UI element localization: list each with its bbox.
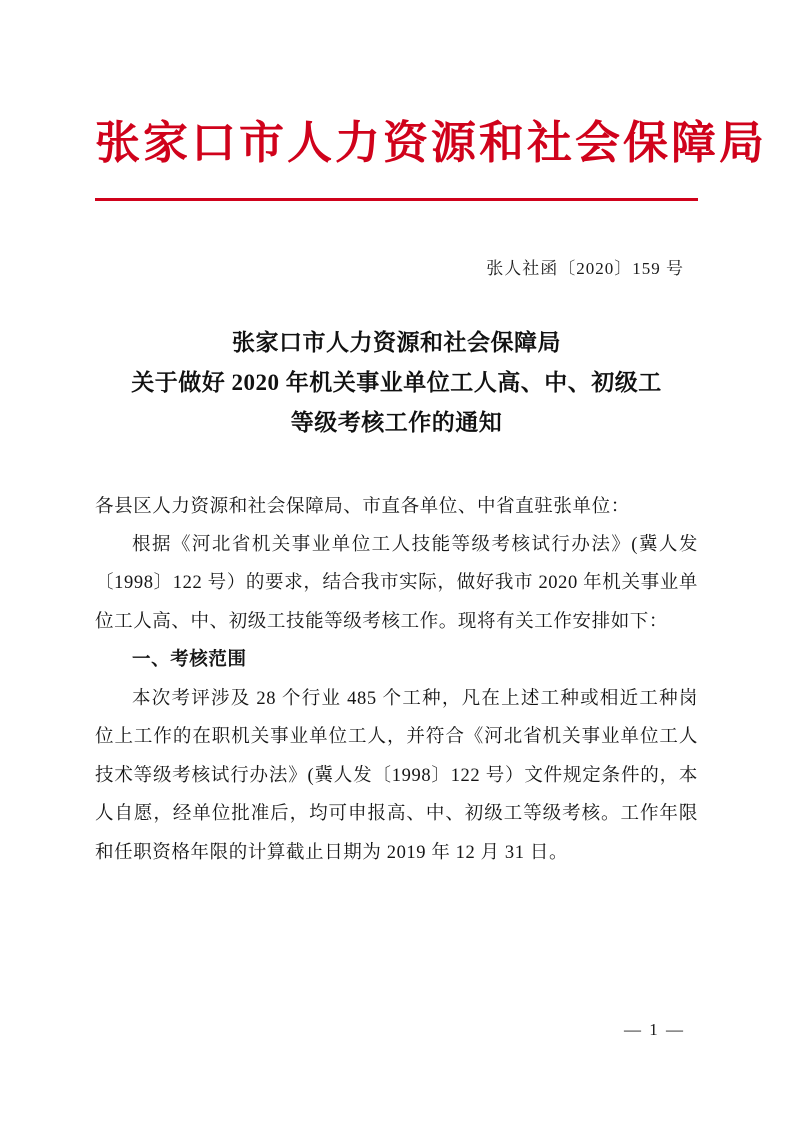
section-heading-1: 一、考核范围 (132, 650, 247, 671)
letterhead (95, 0, 768, 201)
issuing-agency-title: 张家口市人力资源和社会保障局 (95, 118, 768, 168)
document-number: 张人社函〔2020〕159 号 (486, 258, 684, 278)
letterhead-divider (95, 198, 698, 201)
body-paragraph-1: 根据《河北省机关事业单位工人技能等级考核试行办法》(冀人发〔1998〕122 号）的要求，结合我市实际，做好我市 2020 年机关事业单位工人高、中、初级工技能等级考核工作。现将有关工作安排如下： (95, 534, 698, 632)
page-number: — 1 — (624, 1020, 685, 1039)
salutation: 各县区人力资源和社会保障局、市直各单位、中省直驻张单位： (95, 496, 630, 517)
document-title-line-1: 张家口市人力资源和社会保障局 (232, 329, 561, 355)
body-paragraph-2: 本次考评涉及 28 个行业 485 个工种，凡在上述工种或相近工种岗位上工作的在职机关事业单位工人，并符合《河北省机关事业单位工人技术等级考核试行办法》(冀人发〔1998〕122 号）文件规定条件的，本人自愿，经单位批准后，均可申报高、中、初级工等级考核。工作年限和任职资格年限的计算截止日期为 2019 年 12 月 31 日。 (95, 688, 698, 863)
document-title-line-2: 关于做好 2020 年机关事业单位工人高、中、初级工 (131, 370, 662, 395)
document-body (95, 488, 698, 873)
document-title-line-3: 等级考核工作的通知 (290, 410, 503, 436)
document-title (95, 323, 698, 444)
